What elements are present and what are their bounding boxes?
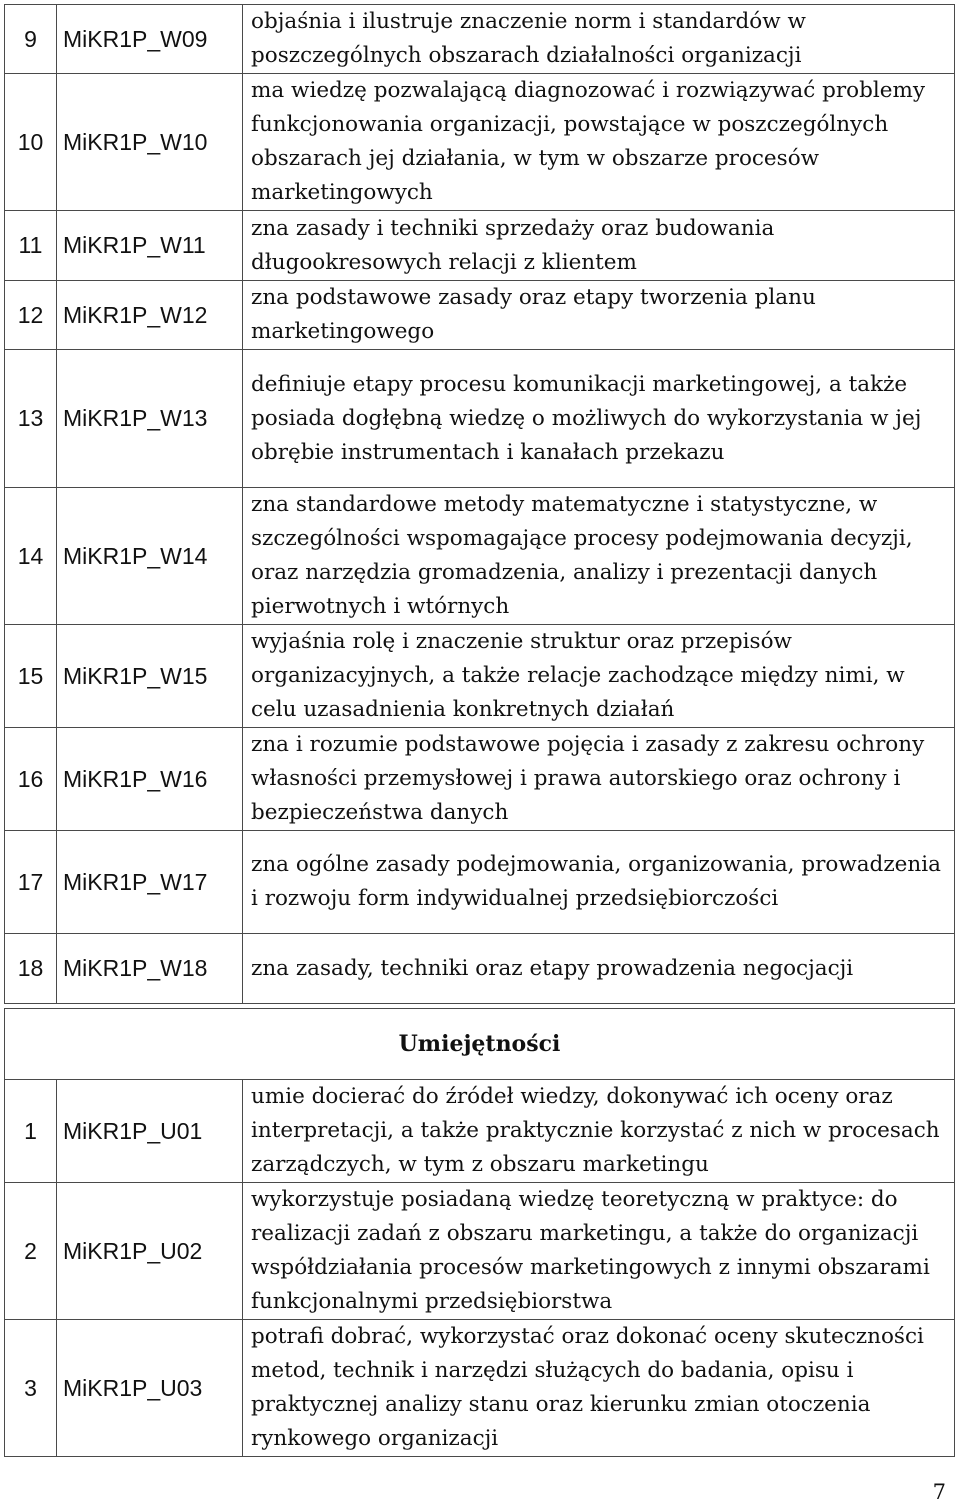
- outcome-description: zna zasady i techniki sprzedaży oraz budowania długookresowych relacji z klientem: [243, 211, 955, 281]
- outcome-code: MiKR1P_U01: [57, 1080, 243, 1183]
- outcome-code: MiKR1P_W14: [57, 488, 243, 625]
- outcome-code: MiKR1P_W16: [57, 728, 243, 831]
- outcome-description: potrafi dobrać, wykorzystać oraz dokonać oceny skuteczności metod, technik i narzędzi służących do badania, opisu i praktycznej analizy stanu oraz kierunku zmian otoczenia rynkowego organizacji: [243, 1320, 955, 1457]
- outcome-code: MiKR1P_W15: [57, 625, 243, 728]
- outcome-description: wykorzystuje posiadaną wiedzę teoretyczną w praktyce: do realizacji zadań z obszaru marketingu, a także do organizacji współdziałania procesów marketingowych z innymi obszarami funkcjonalnymi przedsiębiorstwa: [243, 1183, 955, 1320]
- table-row: [5, 1080, 955, 1183]
- outcome-code: MiKR1P_W17: [57, 831, 243, 934]
- row-number: 14: [5, 488, 57, 625]
- row-number: 3: [5, 1320, 57, 1457]
- outcome-code: MiKR1P_W18: [57, 934, 243, 1004]
- section-heading: Umiejętności: [5, 1009, 955, 1080]
- table-row: [5, 625, 955, 728]
- outcome-description: zna standardowe metody matematyczne i statystyczne, w szczególności wspomagające procesy podejmowania decyzji, oraz narzędzia gromadzenia, analizy i prezentacji danych pierwotnych i wtórnych: [243, 488, 955, 625]
- table-row: [5, 74, 955, 211]
- outcome-description: zna ogólne zasady podejmowania, organizowania, prowadzenia i rozwoju form indywidualnej przedsiębiorczości: [243, 831, 955, 934]
- row-number: 12: [5, 281, 57, 350]
- row-number: 2: [5, 1183, 57, 1320]
- outcome-description: objaśnia i ilustruje znaczenie norm i standardów w poszczególnych obszarach działalności organizacji: [243, 5, 955, 74]
- table-row: [5, 488, 955, 625]
- learning-outcomes-table-skills: [4, 1008, 955, 1457]
- outcome-code: MiKR1P_W13: [57, 350, 243, 488]
- outcome-description: wyjaśnia rolę i znaczenie struktur oraz przepisów organizacyjnych, a także relacje zachodzące między nimi, w celu uzasadnienia konkretnych działań: [243, 625, 955, 728]
- row-number: 1: [5, 1080, 57, 1183]
- outcome-description: umie docierać do źródeł wiedzy, dokonywać ich oceny oraz interpretacji, a także praktycznie korzystać z nich w procesach zarządczych, w tym z obszaru marketingu: [243, 1080, 955, 1183]
- section-header-row: [5, 1009, 955, 1080]
- row-number: 18: [5, 934, 57, 1004]
- row-number: 16: [5, 728, 57, 831]
- outcome-code: MiKR1P_W10: [57, 74, 243, 211]
- row-number: 9: [5, 5, 57, 74]
- outcome-description: zna i rozumie podstawowe pojęcia i zasady z zakresu ochrony własności przemysłowej i prawa autorskiego oraz ochrony i bezpieczeństwa danych: [243, 728, 955, 831]
- table-row: [5, 5, 955, 74]
- table-row: [5, 831, 955, 934]
- table-row: [5, 1183, 955, 1320]
- outcome-code: MiKR1P_W12: [57, 281, 243, 350]
- learning-outcomes-table-knowledge: [4, 4, 955, 1004]
- outcome-description: zna podstawowe zasady oraz etapy tworzenia planu marketingowego: [243, 281, 955, 350]
- outcome-description: zna zasady, techniki oraz etapy prowadzenia negocjacji: [243, 934, 955, 1004]
- row-number: 15: [5, 625, 57, 728]
- outcome-code: MiKR1P_W11: [57, 211, 243, 281]
- table-row: [5, 934, 955, 1004]
- outcome-description: ma wiedzę pozwalającą diagnozować i rozwiązywać problemy funkcjonowania organizacji, powstające w poszczególnych obszarach jej działania, w tym w obszarze procesów marketingowych: [243, 74, 955, 211]
- outcome-code: MiKR1P_U03: [57, 1320, 243, 1457]
- table-row: [5, 350, 955, 488]
- outcome-description: definiuje etapy procesu komunikacji marketingowej, a także posiada dogłębną wiedzę o możliwych do wykorzystania w jej obrębie instrumentach i kanałach przekazu: [243, 350, 955, 488]
- table-row: [5, 728, 955, 831]
- row-number: 10: [5, 74, 57, 211]
- table-row: [5, 281, 955, 350]
- outcome-code: MiKR1P_W09: [57, 5, 243, 74]
- outcome-code: MiKR1P_U02: [57, 1183, 243, 1320]
- table-row: [5, 1320, 955, 1457]
- row-number: 17: [5, 831, 57, 934]
- row-number: 11: [5, 211, 57, 281]
- table-row: [5, 211, 955, 281]
- row-number: 13: [5, 350, 57, 488]
- page-number: 7: [932, 1480, 946, 1504]
